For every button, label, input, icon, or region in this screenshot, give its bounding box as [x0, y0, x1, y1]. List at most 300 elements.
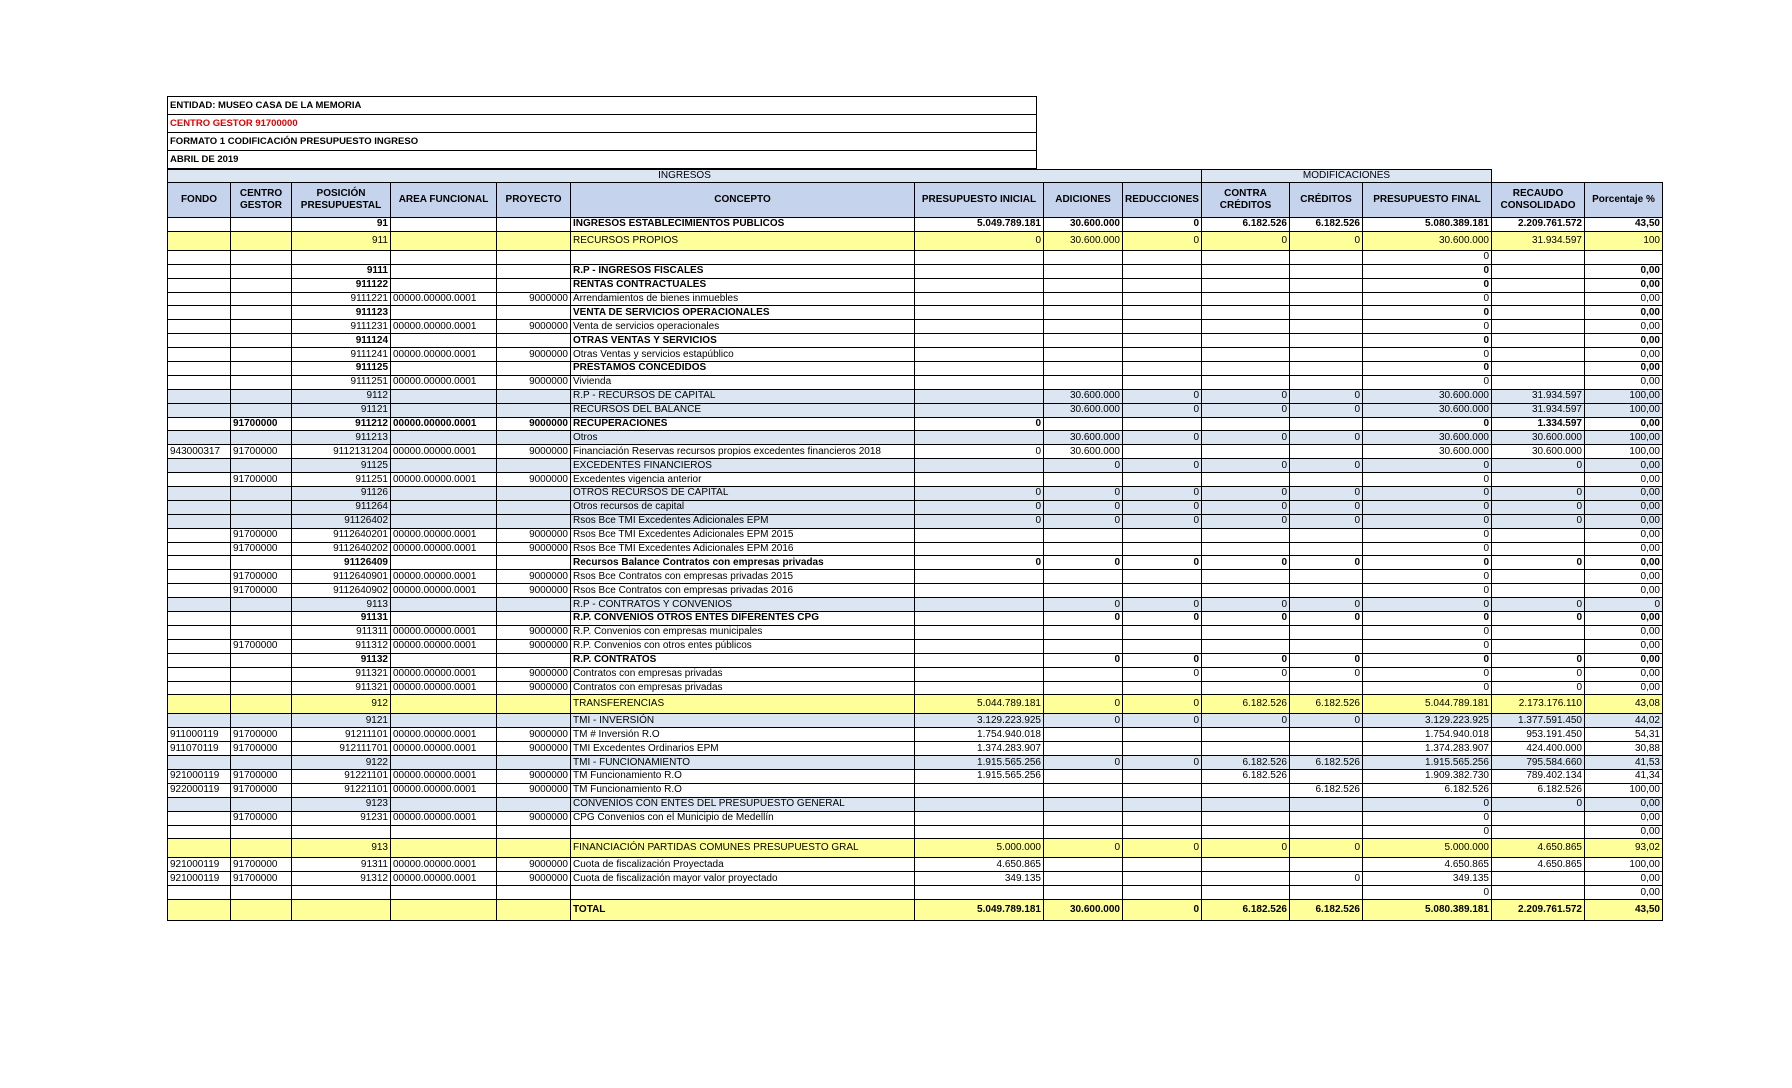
table-cell: 1.754.940.018	[1363, 728, 1492, 742]
table-cell	[497, 653, 571, 667]
table-cell	[915, 797, 1044, 811]
table-cell: 0,00	[1585, 348, 1663, 362]
table-cell: 0	[1123, 598, 1202, 612]
table-cell	[1290, 728, 1363, 742]
table-cell: 9112	[292, 389, 391, 403]
table-cell: 911213	[292, 431, 391, 445]
table-cell: 0,00	[1585, 487, 1663, 501]
budget-table	[167, 169, 1663, 921]
table-cell	[497, 459, 571, 473]
table-cell	[1123, 570, 1202, 584]
table-cell	[168, 250, 231, 264]
table-cell: 9000000	[497, 542, 571, 556]
table-cell: 00000.00000.0001	[391, 625, 497, 639]
table-cell: 0	[1202, 403, 1290, 417]
table-cell: 0	[1202, 839, 1290, 858]
table-cell	[1123, 742, 1202, 756]
table-cell: 0,00	[1585, 584, 1663, 598]
table-cell	[391, 459, 497, 473]
table-cell	[168, 839, 231, 858]
table-cell	[497, 431, 571, 445]
table-cell: RENTAS CONTRACTUALES	[571, 278, 915, 292]
table-cell	[231, 389, 292, 403]
table-cell	[168, 431, 231, 445]
table-cell	[1202, 728, 1290, 742]
table-cell: 1.374.283.907	[915, 742, 1044, 756]
table-cell	[497, 231, 571, 250]
table-cell: 0,00	[1585, 797, 1663, 811]
table-row	[168, 783, 1663, 797]
table-cell: 4.650.865	[915, 858, 1044, 872]
ingresos-group-header: INGRESOS	[168, 170, 1202, 183]
table-cell: 00000.00000.0001	[391, 769, 497, 783]
table-cell	[231, 500, 292, 514]
table-cell: 0	[1363, 681, 1492, 695]
table-cell: 0	[1123, 500, 1202, 514]
table-cell	[1044, 362, 1123, 376]
table-row	[168, 769, 1663, 783]
table-cell: 0	[1363, 487, 1492, 501]
table-row	[168, 653, 1663, 667]
table-cell: 00000.00000.0001	[391, 292, 497, 306]
table-cell: RECURSOS DEL BALANCE	[571, 403, 915, 417]
column-header: PRESUPUESTO INICIAL	[915, 183, 1044, 218]
table-row	[168, 487, 1663, 501]
column-header: ADICIONES	[1044, 183, 1123, 218]
table-cell: 0	[1044, 839, 1123, 858]
table-cell	[1044, 264, 1123, 278]
budget-rows	[168, 218, 1663, 921]
table-cell	[168, 625, 231, 639]
table-cell: 30.600.000	[1492, 431, 1585, 445]
table-cell	[915, 431, 1044, 445]
table-cell: 6.182.526	[1202, 756, 1290, 770]
table-cell: 9123	[292, 797, 391, 811]
table-cell: 91700000	[231, 639, 292, 653]
column-header: PROYECTO	[497, 183, 571, 218]
table-row	[168, 250, 1663, 264]
table-cell	[391, 839, 497, 858]
table-cell	[168, 320, 231, 334]
table-cell: 0	[1492, 797, 1585, 811]
table-cell: 0	[1123, 653, 1202, 667]
table-cell	[168, 334, 231, 348]
table-cell	[497, 714, 571, 728]
table-cell: 9000000	[497, 872, 571, 886]
table-row	[168, 825, 1663, 839]
table-cell: 0	[1290, 714, 1363, 728]
table-cell: 0	[1363, 362, 1492, 376]
table-cell	[1123, 769, 1202, 783]
table-cell	[168, 695, 231, 714]
table-cell: 0	[1290, 500, 1363, 514]
table-cell: R.P. Convenios con otros entes públicos	[571, 639, 915, 653]
table-cell: 91126409	[292, 556, 391, 570]
table-cell	[1044, 639, 1123, 653]
table-cell	[1202, 264, 1290, 278]
table-cell: 913	[292, 839, 391, 858]
table-cell: 0	[1290, 487, 1363, 501]
table-cell	[391, 612, 497, 626]
table-cell	[1492, 348, 1585, 362]
table-cell	[391, 556, 497, 570]
table-cell	[391, 389, 497, 403]
table-cell	[915, 681, 1044, 695]
table-row	[168, 218, 1663, 232]
table-cell: 6.182.526	[1202, 900, 1290, 921]
table-cell	[231, 362, 292, 376]
table-cell: 0,00	[1585, 334, 1663, 348]
table-cell: 6.182.526	[1202, 695, 1290, 714]
table-cell	[1044, 306, 1123, 320]
column-header: REDUCCIONES	[1123, 183, 1202, 218]
table-cell	[1123, 334, 1202, 348]
table-row	[168, 278, 1663, 292]
table-cell: 0	[1123, 514, 1202, 528]
table-cell	[168, 886, 231, 900]
table-cell: 91231	[292, 811, 391, 825]
column-header: CONTRA CRÉDITOS	[1202, 183, 1290, 218]
table-cell	[1202, 445, 1290, 459]
table-cell: 00000.00000.0001	[391, 320, 497, 334]
table-cell: Venta de servicios operacionales	[571, 320, 915, 334]
table-cell	[1202, 570, 1290, 584]
table-cell: Rsos Bce Contratos con empresas privadas 2015	[571, 570, 915, 584]
table-cell	[231, 886, 292, 900]
table-cell	[292, 825, 391, 839]
table-cell: TM Funcionamiento R.O	[571, 769, 915, 783]
table-cell: 4.650.865	[1492, 858, 1585, 872]
table-cell: 1.754.940.018	[915, 728, 1044, 742]
table-cell	[168, 612, 231, 626]
table-cell: 0	[1290, 872, 1363, 886]
table-cell	[1123, 858, 1202, 872]
table-cell: 00000.00000.0001	[391, 375, 497, 389]
table-cell: 0	[1044, 612, 1123, 626]
table-cell: 91700000	[231, 783, 292, 797]
table-cell: 0	[1363, 500, 1492, 514]
table-cell: 0,00	[1585, 612, 1663, 626]
column-header: CRÉDITOS	[1290, 183, 1363, 218]
group-header-row	[168, 170, 1663, 183]
table-cell	[1492, 264, 1585, 278]
table-cell	[168, 797, 231, 811]
table-cell: 0	[1044, 714, 1123, 728]
table-cell	[1290, 570, 1363, 584]
table-cell: 0	[1123, 612, 1202, 626]
table-cell: 0	[1363, 625, 1492, 639]
table-cell	[1492, 872, 1585, 886]
table-cell	[391, 264, 497, 278]
table-cell: 0,00	[1585, 459, 1663, 473]
table-cell: 349.135	[915, 872, 1044, 886]
format-line: FORMATO 1 CODIFICACIÓN PRESUPUESTO INGRESO	[168, 133, 1036, 151]
table-row	[168, 445, 1663, 459]
table-cell: 943000317	[168, 445, 231, 459]
table-cell: 0	[1044, 653, 1123, 667]
table-cell: 30.600.000	[1044, 231, 1123, 250]
table-row	[168, 320, 1663, 334]
table-cell: 921000119	[168, 858, 231, 872]
table-cell: 0	[1363, 797, 1492, 811]
table-cell: 921000119	[168, 872, 231, 886]
table-row	[168, 292, 1663, 306]
table-cell	[1044, 417, 1123, 431]
table-cell: 0	[1363, 292, 1492, 306]
table-cell	[1492, 886, 1585, 900]
table-cell	[1202, 375, 1290, 389]
table-cell: 0	[915, 417, 1044, 431]
table-cell	[168, 584, 231, 598]
table-cell: 5.080.389.181	[1363, 900, 1492, 921]
table-cell	[391, 334, 497, 348]
table-cell: 0	[1044, 514, 1123, 528]
table-cell	[1290, 769, 1363, 783]
table-cell: RECUPERACIONES	[571, 417, 915, 431]
table-cell: 9000000	[497, 769, 571, 783]
table-cell: 0	[1202, 598, 1290, 612]
table-cell: 0,00	[1585, 264, 1663, 278]
table-cell	[1290, 639, 1363, 653]
table-cell	[1202, 306, 1290, 320]
table-row	[168, 528, 1663, 542]
table-cell	[391, 231, 497, 250]
table-cell: Rsos Bce TMI Excedentes Adicionales EPM	[571, 514, 915, 528]
column-header-row	[168, 183, 1663, 218]
table-cell: 0,00	[1585, 542, 1663, 556]
table-cell: Otros	[571, 431, 915, 445]
table-cell	[1044, 858, 1123, 872]
table-cell	[391, 886, 497, 900]
table-cell	[1044, 250, 1123, 264]
table-cell: 91312	[292, 872, 391, 886]
table-cell	[168, 714, 231, 728]
table-cell: 9112640202	[292, 542, 391, 556]
table-row	[168, 797, 1663, 811]
table-cell	[1044, 278, 1123, 292]
table-row	[168, 542, 1663, 556]
table-row	[168, 403, 1663, 417]
table-cell: OTRAS VENTAS Y SERVICIOS	[571, 334, 915, 348]
table-cell: 6.182.526	[1290, 218, 1363, 232]
table-cell: 2.173.176.110	[1492, 695, 1585, 714]
table-cell: 91131	[292, 612, 391, 626]
table-cell	[1044, 769, 1123, 783]
table-cell: 00000.00000.0001	[391, 417, 497, 431]
table-cell: 0,00	[1585, 278, 1663, 292]
table-cell	[1202, 872, 1290, 886]
table-cell	[1290, 886, 1363, 900]
table-row	[168, 514, 1663, 528]
table-cell	[168, 487, 231, 501]
table-cell: 911000119	[168, 728, 231, 742]
table-cell: 9122	[292, 756, 391, 770]
table-cell	[1044, 625, 1123, 639]
entity-line: ENTIDAD: MUSEO CASA DE LA MEMORIA	[168, 97, 1036, 115]
table-row	[168, 695, 1663, 714]
table-cell: 911125	[292, 362, 391, 376]
table-cell: 30.600.000	[1363, 431, 1492, 445]
table-cell: 0	[1363, 542, 1492, 556]
table-cell: 0	[1202, 667, 1290, 681]
table-cell	[1123, 872, 1202, 886]
table-cell: 00000.00000.0001	[391, 639, 497, 653]
table-cell: 0	[1290, 612, 1363, 626]
table-cell: 6.182.526	[1202, 769, 1290, 783]
table-cell	[497, 306, 571, 320]
table-cell: 30.600.000	[1044, 403, 1123, 417]
table-cell: 0	[1363, 886, 1492, 900]
table-cell: 0	[1492, 667, 1585, 681]
table-cell: Otros recursos de capital	[571, 500, 915, 514]
table-cell: 0	[1363, 598, 1492, 612]
table-cell: R.P - CONTRATOS Y CONVENIOS	[571, 598, 915, 612]
table-cell: 911312	[292, 639, 391, 653]
table-cell: 1.374.283.907	[1363, 742, 1492, 756]
table-cell	[1290, 528, 1363, 542]
table-cell	[1492, 625, 1585, 639]
table-cell	[391, 431, 497, 445]
table-cell: R.P - INGRESOS FISCALES	[571, 264, 915, 278]
table-cell: 911122	[292, 278, 391, 292]
table-cell	[231, 756, 292, 770]
table-row	[168, 886, 1663, 900]
table-cell	[915, 320, 1044, 334]
table-cell: 91211101	[292, 728, 391, 742]
table-cell: 9000000	[497, 811, 571, 825]
table-cell	[497, 598, 571, 612]
table-cell	[168, 459, 231, 473]
table-cell: 91700000	[231, 728, 292, 742]
table-cell: 911251	[292, 473, 391, 487]
table-cell: 0	[1123, 431, 1202, 445]
table-cell	[1044, 570, 1123, 584]
table-cell: 0	[915, 445, 1044, 459]
table-cell	[391, 487, 497, 501]
table-cell: 0	[1290, 556, 1363, 570]
table-cell	[231, 403, 292, 417]
table-cell	[1044, 375, 1123, 389]
table-cell: 0	[1363, 278, 1492, 292]
table-cell	[1202, 250, 1290, 264]
table-row	[168, 742, 1663, 756]
table-cell	[915, 292, 1044, 306]
table-cell: 00000.00000.0001	[391, 728, 497, 742]
center-line: CENTRO GESTOR 91700000	[168, 115, 1036, 133]
table-cell: 0	[1363, 348, 1492, 362]
table-cell: 9000000	[497, 320, 571, 334]
table-cell	[1290, 742, 1363, 756]
table-cell	[1290, 811, 1363, 825]
table-cell: 00000.00000.0001	[391, 742, 497, 756]
table-cell: 5.044.789.181	[1363, 695, 1492, 714]
table-cell: TM Funcionamiento R.O	[571, 783, 915, 797]
table-cell	[1290, 362, 1363, 376]
table-cell: 9000000	[497, 417, 571, 431]
table-cell: 0	[1492, 612, 1585, 626]
table-cell	[231, 612, 292, 626]
table-cell	[168, 681, 231, 695]
table-cell: 9000000	[497, 625, 571, 639]
table-cell: 912111701	[292, 742, 391, 756]
table-cell	[168, 403, 231, 417]
table-cell	[168, 362, 231, 376]
table-cell: 91700000	[231, 742, 292, 756]
table-cell: 0,00	[1585, 417, 1663, 431]
table-cell: 91700000	[231, 542, 292, 556]
table-cell	[292, 900, 391, 921]
table-cell: 5.049.789.181	[915, 900, 1044, 921]
table-cell: 0,00	[1585, 667, 1663, 681]
table-cell: 0,00	[1585, 320, 1663, 334]
table-cell: CPG Convenios con el Municipio de Medellín	[571, 811, 915, 825]
table-cell: 31.934.597	[1492, 389, 1585, 403]
table-cell	[1202, 320, 1290, 334]
table-cell: 00000.00000.0001	[391, 872, 497, 886]
table-cell	[231, 797, 292, 811]
table-cell	[231, 218, 292, 232]
table-cell: 921000119	[168, 769, 231, 783]
table-cell	[915, 306, 1044, 320]
table-cell: 0	[1290, 514, 1363, 528]
table-cell	[1123, 278, 1202, 292]
table-cell: TM # Inversión R.O	[571, 728, 915, 742]
table-cell: 0	[1044, 500, 1123, 514]
table-cell	[1492, 825, 1585, 839]
table-cell	[391, 797, 497, 811]
table-row	[168, 334, 1663, 348]
table-cell: Arrendamientos de bienes inmuebles	[571, 292, 915, 306]
table-cell: 911321	[292, 681, 391, 695]
table-cell: 9000000	[497, 292, 571, 306]
table-row	[168, 839, 1663, 858]
table-cell	[915, 639, 1044, 653]
table-cell: 0	[1363, 556, 1492, 570]
table-cell	[1290, 334, 1363, 348]
table-cell	[497, 334, 571, 348]
table-cell: 0,00	[1585, 375, 1663, 389]
table-cell: Vivienda	[571, 375, 915, 389]
table-cell	[571, 825, 915, 839]
table-cell: Cuota de fiscalización mayor valor proyectado	[571, 872, 915, 886]
column-header: AREA FUNCIONAL	[391, 183, 497, 218]
table-cell: 0	[1363, 528, 1492, 542]
table-cell: 0,00	[1585, 528, 1663, 542]
table-cell	[1290, 348, 1363, 362]
table-cell: 0	[1492, 514, 1585, 528]
table-cell: 91311	[292, 858, 391, 872]
table-cell: 0	[1123, 695, 1202, 714]
table-cell: 41,53	[1585, 756, 1663, 770]
table-cell: 1.909.382.730	[1363, 769, 1492, 783]
table-cell	[231, 556, 292, 570]
table-cell: 100,00	[1585, 445, 1663, 459]
table-cell: 3.129.223.925	[1363, 714, 1492, 728]
table-cell: 5.044.789.181	[915, 695, 1044, 714]
table-cell: 0	[1123, 218, 1202, 232]
table-cell: 0	[1202, 231, 1290, 250]
table-cell: 91121	[292, 403, 391, 417]
table-cell	[1290, 445, 1363, 459]
table-cell: 93,02	[1585, 839, 1663, 858]
table-cell: 0	[1492, 487, 1585, 501]
table-cell: 0	[1290, 653, 1363, 667]
table-cell: 91700000	[231, 417, 292, 431]
table-cell: 0	[1492, 681, 1585, 695]
table-cell: 0	[1123, 556, 1202, 570]
table-cell: 31.934.597	[1492, 231, 1585, 250]
table-cell: 91126402	[292, 514, 391, 528]
